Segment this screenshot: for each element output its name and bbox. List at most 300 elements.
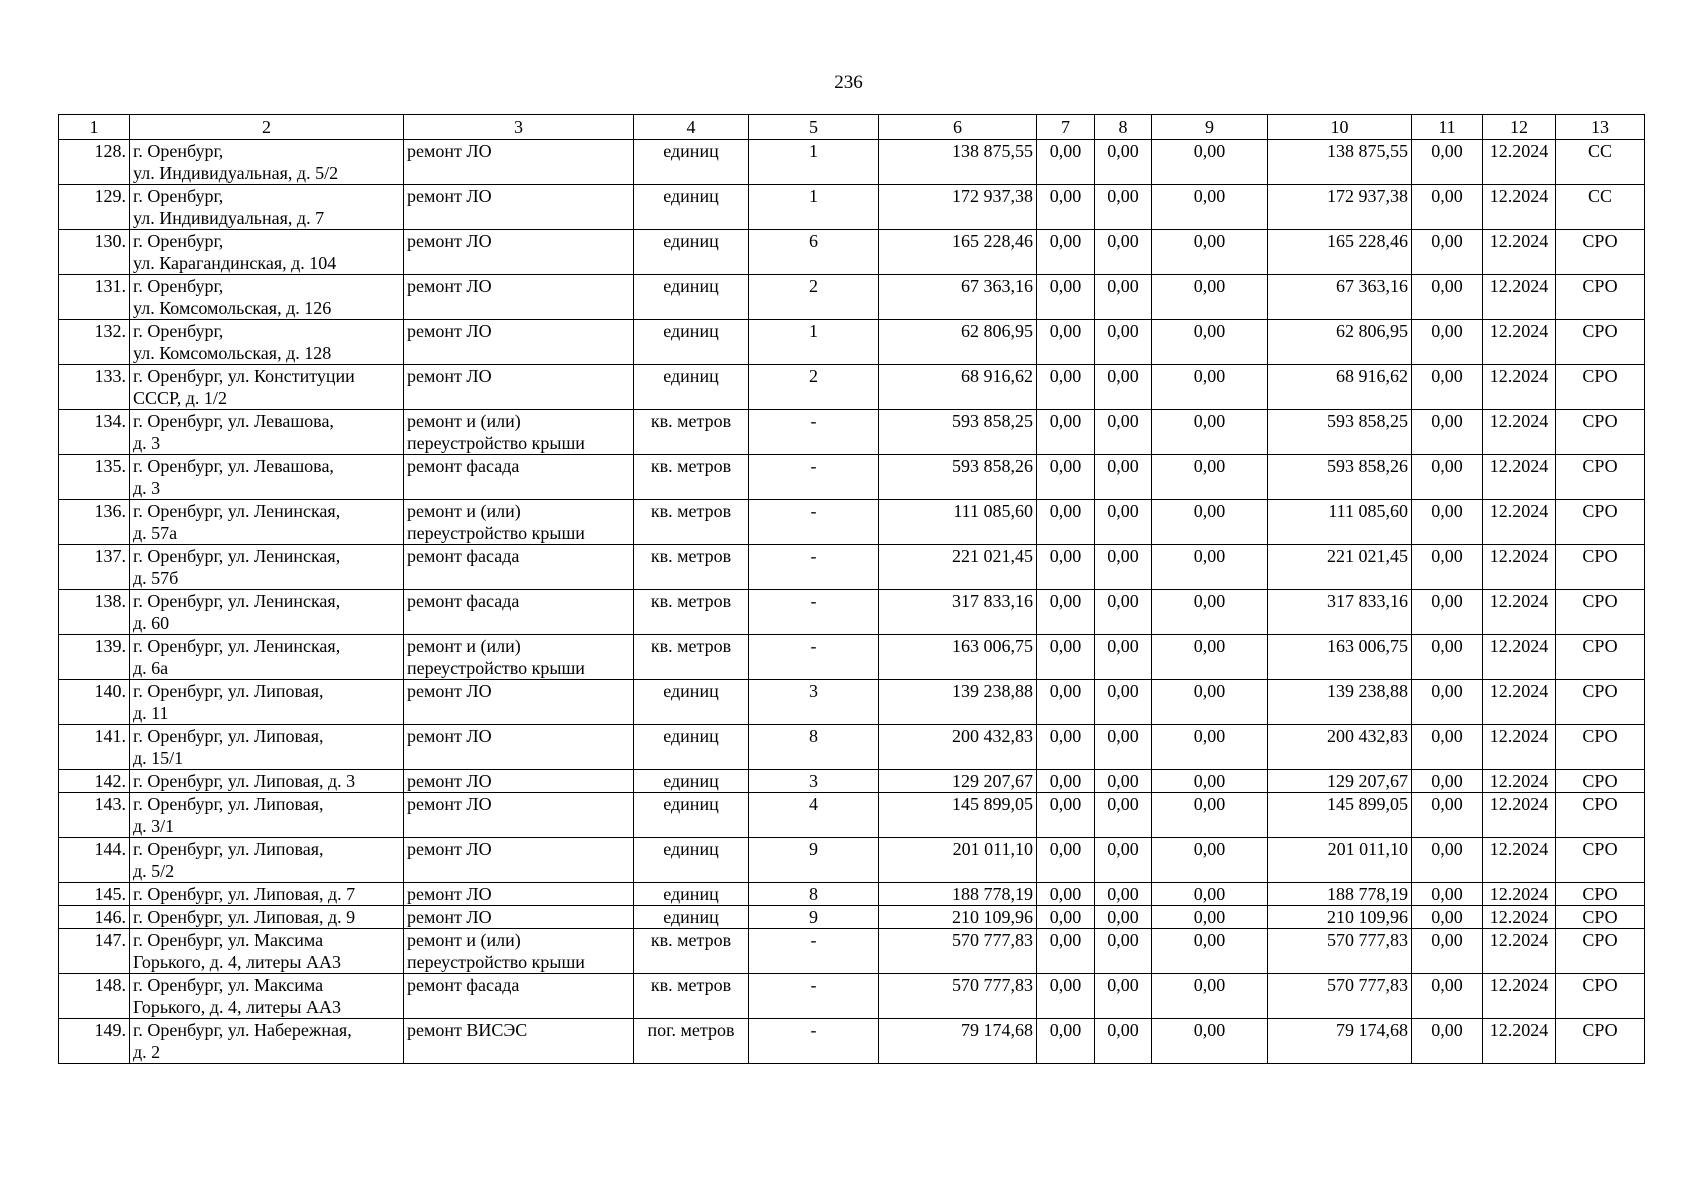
address-cell: [130, 230, 404, 275]
address-cell-line: д. 15/1: [133, 748, 184, 768]
method-code-cell: СРО: [1556, 838, 1645, 883]
method-code-cell: СРО: [1556, 635, 1645, 680]
total-cost-cell: 188 778,19: [879, 883, 1037, 906]
col8-cell: 0,00: [1095, 455, 1152, 500]
col11-cell: 0,00: [1412, 320, 1483, 365]
col8-cell: 0,00: [1095, 590, 1152, 635]
col7-cell: 0,00: [1037, 365, 1095, 410]
table-row: [59, 545, 1645, 590]
address-cell-line: г. Оренбург, ул. Липовая,: [133, 681, 324, 701]
col11-cell: 0,00: [1412, 725, 1483, 770]
row-number: 128.: [59, 140, 130, 185]
unit-cell: единиц: [634, 770, 749, 793]
work-type-cell-line: ремонт и (или): [407, 636, 521, 656]
col7-cell: 0,00: [1037, 680, 1095, 725]
method-code-cell: СРО: [1556, 590, 1645, 635]
method-code-cell: СРО: [1556, 883, 1645, 906]
row-number: 135.: [59, 455, 130, 500]
quantity-cell: 1: [749, 185, 879, 230]
table-row: [59, 500, 1645, 545]
completion-date-cell: 12.2024: [1483, 320, 1556, 365]
completion-date-cell: 12.2024: [1483, 185, 1556, 230]
completion-date-cell: 12.2024: [1483, 455, 1556, 500]
work-type-cell-line: ремонт ЛО: [407, 231, 492, 251]
col9-cell: 0,00: [1152, 500, 1268, 545]
address-cell-line: д. 3: [133, 433, 161, 453]
quantity-cell: -: [749, 974, 879, 1019]
address-cell-line: г. Оренбург, ул. Левашова,: [133, 411, 334, 431]
column-header-7: 7: [1037, 115, 1095, 140]
address-cell: [130, 500, 404, 545]
address-cell-line: д. 3: [133, 478, 161, 498]
row-number: 131.: [59, 275, 130, 320]
column-header-4: 4: [634, 115, 749, 140]
total-cost-cell: 172 937,38: [879, 185, 1037, 230]
work-type-cell: [404, 1019, 634, 1064]
completion-date-cell: 12.2024: [1483, 680, 1556, 725]
col10-cost-cell: 172 937,38: [1268, 185, 1412, 230]
col11-cell: 0,00: [1412, 185, 1483, 230]
col7-cell: 0,00: [1037, 320, 1095, 365]
col8-cell: 0,00: [1095, 230, 1152, 275]
quantity-cell: 6: [749, 230, 879, 275]
col8-cell: 0,00: [1095, 500, 1152, 545]
unit-cell: кв. метров: [634, 500, 749, 545]
col8-cell: 0,00: [1095, 725, 1152, 770]
col8-cell: 0,00: [1095, 140, 1152, 185]
table-row: [59, 1019, 1645, 1064]
completion-date-cell: 12.2024: [1483, 500, 1556, 545]
col9-cell: 0,00: [1152, 545, 1268, 590]
total-cost-cell: 210 109,96: [879, 906, 1037, 929]
col9-cell: 0,00: [1152, 635, 1268, 680]
completion-date-cell: 12.2024: [1483, 635, 1556, 680]
row-number: 139.: [59, 635, 130, 680]
col11-cell: 0,00: [1412, 838, 1483, 883]
col11-cell: 0,00: [1412, 365, 1483, 410]
quantity-cell: 9: [749, 838, 879, 883]
table-row: [59, 838, 1645, 883]
col7-cell: 0,00: [1037, 793, 1095, 838]
work-type-cell: [404, 725, 634, 770]
completion-date-cell: 12.2024: [1483, 770, 1556, 793]
total-cost-cell: 79 174,68: [879, 1019, 1037, 1064]
address-cell-line: ул. Индивидуальная, д. 7: [133, 208, 325, 228]
method-code-cell: СРО: [1556, 545, 1645, 590]
col9-cell: 0,00: [1152, 590, 1268, 635]
quantity-cell: 4: [749, 793, 879, 838]
column-header-11: 11: [1412, 115, 1483, 140]
col10-cost-cell: 79 174,68: [1268, 1019, 1412, 1064]
col9-cell: 0,00: [1152, 365, 1268, 410]
col10-cost-cell: 165 228,46: [1268, 230, 1412, 275]
work-type-cell: [404, 545, 634, 590]
method-code-cell: СРО: [1556, 974, 1645, 1019]
address-cell: [130, 929, 404, 974]
address-cell: [130, 410, 404, 455]
total-cost-cell: 129 207,67: [879, 770, 1037, 793]
col7-cell: 0,00: [1037, 455, 1095, 500]
col11-cell: 0,00: [1412, 590, 1483, 635]
work-type-cell: [404, 929, 634, 974]
quantity-cell: 1: [749, 320, 879, 365]
col9-cell: 0,00: [1152, 725, 1268, 770]
total-cost-cell: 111 085,60: [879, 500, 1037, 545]
work-type-cell: [404, 770, 634, 793]
address-cell-line: г. Оренбург,: [133, 141, 224, 161]
address-cell-line: д. 57б: [133, 568, 179, 588]
address-cell: [130, 838, 404, 883]
address-cell-line: ул. Карагандинская, д. 104: [133, 253, 337, 273]
col11-cell: 0,00: [1412, 1019, 1483, 1064]
work-type-cell-line: ремонт ЛО: [407, 186, 492, 206]
row-number: 138.: [59, 590, 130, 635]
address-cell-line: г. Оренбург, ул. Набережная,: [133, 1020, 352, 1040]
address-cell-line: г. Оренбург, ул. Максима: [133, 975, 324, 995]
completion-date-cell: 12.2024: [1483, 883, 1556, 906]
unit-cell: единиц: [634, 275, 749, 320]
address-cell: [130, 770, 404, 793]
work-type-cell: [404, 838, 634, 883]
work-type-cell-line: ремонт и (или): [407, 930, 521, 950]
method-code-cell: СРО: [1556, 906, 1645, 929]
address-cell: [130, 974, 404, 1019]
row-number: 144.: [59, 838, 130, 883]
col7-cell: 0,00: [1037, 906, 1095, 929]
unit-cell: единиц: [634, 680, 749, 725]
total-cost-cell: 317 833,16: [879, 590, 1037, 635]
col10-cost-cell: 317 833,16: [1268, 590, 1412, 635]
col8-cell: 0,00: [1095, 365, 1152, 410]
total-cost-cell: 221 021,45: [879, 545, 1037, 590]
address-cell: [130, 1019, 404, 1064]
total-cost-cell: 593 858,25: [879, 410, 1037, 455]
col10-cost-cell: 138 875,55: [1268, 140, 1412, 185]
total-cost-cell: 67 363,16: [879, 275, 1037, 320]
total-cost-cell: 165 228,46: [879, 230, 1037, 275]
unit-cell: кв. метров: [634, 635, 749, 680]
col7-cell: 0,00: [1037, 838, 1095, 883]
table-body: [59, 140, 1645, 1064]
col7-cell: 0,00: [1037, 275, 1095, 320]
address-cell-line: г. Оренбург, ул. Липовая,: [133, 839, 324, 859]
address-cell-line: г. Оренбург, ул. Липовая,: [133, 726, 324, 746]
col10-cost-cell: 593 858,26: [1268, 455, 1412, 500]
col11-cell: 0,00: [1412, 974, 1483, 1019]
unit-cell: единиц: [634, 883, 749, 906]
address-cell: [130, 906, 404, 929]
col9-cell: 0,00: [1152, 974, 1268, 1019]
method-code-cell: СС: [1556, 185, 1645, 230]
row-number: 142.: [59, 770, 130, 793]
col7-cell: 0,00: [1037, 770, 1095, 793]
address-cell: [130, 365, 404, 410]
unit-cell: единиц: [634, 365, 749, 410]
row-number: 129.: [59, 185, 130, 230]
address-cell: [130, 883, 404, 906]
table-row: [59, 365, 1645, 410]
address-cell: [130, 455, 404, 500]
col11-cell: 0,00: [1412, 635, 1483, 680]
completion-date-cell: 12.2024: [1483, 929, 1556, 974]
work-type-cell-line: ремонт ЛО: [407, 681, 492, 701]
table-row: [59, 725, 1645, 770]
unit-cell: кв. метров: [634, 455, 749, 500]
total-cost-cell: 570 777,83: [879, 974, 1037, 1019]
unit-cell: единиц: [634, 185, 749, 230]
work-type-cell: [404, 230, 634, 275]
col11-cell: 0,00: [1412, 929, 1483, 974]
quantity-cell: -: [749, 929, 879, 974]
total-cost-cell: 200 432,83: [879, 725, 1037, 770]
quantity-cell: -: [749, 410, 879, 455]
quantity-cell: 2: [749, 365, 879, 410]
col8-cell: 0,00: [1095, 883, 1152, 906]
work-type-cell-line: ремонт ЛО: [407, 794, 492, 814]
work-type-cell: [404, 320, 634, 365]
unit-cell: кв. метров: [634, 545, 749, 590]
col8-cell: 0,00: [1095, 838, 1152, 883]
col8-cell: 0,00: [1095, 410, 1152, 455]
work-type-cell-line: переустройство крыши: [407, 433, 585, 453]
col9-cell: 0,00: [1152, 906, 1268, 929]
col11-cell: 0,00: [1412, 140, 1483, 185]
address-cell: [130, 725, 404, 770]
row-number: 147.: [59, 929, 130, 974]
table-row: [59, 793, 1645, 838]
col9-cell: 0,00: [1152, 275, 1268, 320]
quantity-cell: -: [749, 590, 879, 635]
address-cell-line: г. Оренбург, ул. Ленинская,: [133, 501, 341, 521]
work-type-cell-line: ремонт ЛО: [407, 141, 492, 161]
col11-cell: 0,00: [1412, 455, 1483, 500]
col9-cell: 0,00: [1152, 838, 1268, 883]
completion-date-cell: 12.2024: [1483, 545, 1556, 590]
capital-repair-table: [58, 114, 1645, 1064]
address-cell-line: г. Оренбург, ул. Липовая,: [133, 794, 324, 814]
col10-cost-cell: 593 858,25: [1268, 410, 1412, 455]
total-cost-cell: 138 875,55: [879, 140, 1037, 185]
col7-cell: 0,00: [1037, 545, 1095, 590]
method-code-cell: СРО: [1556, 770, 1645, 793]
work-type-cell-line: ремонт и (или): [407, 501, 521, 521]
col8-cell: 0,00: [1095, 929, 1152, 974]
table-row: [59, 770, 1645, 793]
row-number: 132.: [59, 320, 130, 365]
method-code-cell: СРО: [1556, 725, 1645, 770]
completion-date-cell: 12.2024: [1483, 725, 1556, 770]
method-code-cell: СС: [1556, 140, 1645, 185]
work-type-cell-line: ремонт ЛО: [407, 839, 492, 859]
method-code-cell: СРО: [1556, 1019, 1645, 1064]
address-cell-line: Горького, д. 4, литеры АА3: [133, 997, 342, 1017]
completion-date-cell: 12.2024: [1483, 974, 1556, 1019]
quantity-cell: -: [749, 635, 879, 680]
table-row: [59, 410, 1645, 455]
address-cell-line: г. Оренбург,: [133, 186, 224, 206]
address-cell-line: г. Оренбург, ул. Максима: [133, 930, 324, 950]
work-type-cell-line: ремонт ВИСЭС: [407, 1020, 528, 1040]
table-row: [59, 185, 1645, 230]
address-cell-line: ул. Комсомольская, д. 128: [133, 343, 332, 363]
row-number: 137.: [59, 545, 130, 590]
total-cost-cell: 201 011,10: [879, 838, 1037, 883]
col10-cost-cell: 145 899,05: [1268, 793, 1412, 838]
address-cell: [130, 140, 404, 185]
row-number: 140.: [59, 680, 130, 725]
work-type-cell-line: ремонт фасада: [407, 546, 520, 566]
col7-cell: 0,00: [1037, 1019, 1095, 1064]
address-cell: [130, 590, 404, 635]
col10-cost-cell: 62 806,95: [1268, 320, 1412, 365]
col8-cell: 0,00: [1095, 545, 1152, 590]
col8-cell: 0,00: [1095, 635, 1152, 680]
address-cell-line: г. Оренбург,: [133, 276, 224, 296]
address-cell-line: Горького, д. 4, литеры АА3: [133, 952, 342, 972]
address-cell-line: г. Оренбург, ул. Липовая, д. 3: [133, 771, 356, 791]
row-number: 133.: [59, 365, 130, 410]
col10-cost-cell: 570 777,83: [1268, 974, 1412, 1019]
col7-cell: 0,00: [1037, 883, 1095, 906]
table-row: [59, 883, 1645, 906]
column-header-9: 9: [1152, 115, 1268, 140]
unit-cell: единиц: [634, 725, 749, 770]
address-cell-line: д. 3/1: [133, 816, 175, 836]
completion-date-cell: 12.2024: [1483, 906, 1556, 929]
col10-cost-cell: 210 109,96: [1268, 906, 1412, 929]
column-header-6: 6: [879, 115, 1037, 140]
method-code-cell: СРО: [1556, 793, 1645, 838]
work-type-cell: [404, 410, 634, 455]
address-cell-line: г. Оренбург, ул. Левашова,: [133, 456, 334, 476]
address-cell-line: г. Оренбург, ул. Конституции: [133, 366, 355, 386]
address-cell-line: г. Оренбург,: [133, 231, 224, 251]
col11-cell: 0,00: [1412, 410, 1483, 455]
col7-cell: 0,00: [1037, 635, 1095, 680]
col7-cell: 0,00: [1037, 140, 1095, 185]
col10-cost-cell: 163 006,75: [1268, 635, 1412, 680]
col10-cost-cell: 139 238,88: [1268, 680, 1412, 725]
work-type-cell: [404, 140, 634, 185]
col10-cost-cell: 570 777,83: [1268, 929, 1412, 974]
address-cell-line: ул. Комсомольская, д. 126: [133, 298, 332, 318]
address-cell-line: д. 60: [133, 613, 170, 633]
col8-cell: 0,00: [1095, 906, 1152, 929]
completion-date-cell: 12.2024: [1483, 590, 1556, 635]
method-code-cell: СРО: [1556, 410, 1645, 455]
row-number: 134.: [59, 410, 130, 455]
col9-cell: 0,00: [1152, 410, 1268, 455]
col9-cell: 0,00: [1152, 883, 1268, 906]
address-cell-line: г. Оренбург, ул. Липовая, д. 9: [133, 907, 356, 927]
table-header-row: [59, 115, 1645, 140]
col9-cell: 0,00: [1152, 793, 1268, 838]
col8-cell: 0,00: [1095, 680, 1152, 725]
quantity-cell: 8: [749, 883, 879, 906]
work-type-cell-line: переустройство крыши: [407, 952, 585, 972]
work-type-cell: [404, 680, 634, 725]
row-number: 146.: [59, 906, 130, 929]
column-header-5: 5: [749, 115, 879, 140]
table-row: [59, 275, 1645, 320]
col10-cost-cell: 201 011,10: [1268, 838, 1412, 883]
work-type-cell: [404, 906, 634, 929]
column-header-3: 3: [404, 115, 634, 140]
total-cost-cell: 62 806,95: [879, 320, 1037, 365]
column-header-8: 8: [1095, 115, 1152, 140]
table-row: [59, 320, 1645, 365]
col11-cell: 0,00: [1412, 230, 1483, 275]
col8-cell: 0,00: [1095, 1019, 1152, 1064]
address-cell: [130, 275, 404, 320]
col11-cell: 0,00: [1412, 545, 1483, 590]
method-code-cell: СРО: [1556, 275, 1645, 320]
work-type-cell-line: ремонт ЛО: [407, 321, 492, 341]
unit-cell: кв. метров: [634, 590, 749, 635]
work-type-cell-line: ремонт ЛО: [407, 276, 492, 296]
col11-cell: 0,00: [1412, 883, 1483, 906]
col7-cell: 0,00: [1037, 500, 1095, 545]
unit-cell: единиц: [634, 230, 749, 275]
method-code-cell: СРО: [1556, 320, 1645, 365]
col9-cell: 0,00: [1152, 1019, 1268, 1064]
col9-cell: 0,00: [1152, 320, 1268, 365]
col11-cell: 0,00: [1412, 275, 1483, 320]
col9-cell: 0,00: [1152, 770, 1268, 793]
address-cell-line: д. 2: [133, 1042, 161, 1062]
completion-date-cell: 12.2024: [1483, 410, 1556, 455]
work-type-cell-line: ремонт ЛО: [407, 907, 492, 927]
quantity-cell: -: [749, 1019, 879, 1064]
col11-cell: 0,00: [1412, 793, 1483, 838]
work-type-cell-line: ремонт ЛО: [407, 726, 492, 746]
unit-cell: единиц: [634, 320, 749, 365]
total-cost-cell: 570 777,83: [879, 929, 1037, 974]
col7-cell: 0,00: [1037, 974, 1095, 1019]
col8-cell: 0,00: [1095, 793, 1152, 838]
quantity-cell: 2: [749, 275, 879, 320]
quantity-cell: 9: [749, 906, 879, 929]
total-cost-cell: 139 238,88: [879, 680, 1037, 725]
row-number: 141.: [59, 725, 130, 770]
work-type-cell: [404, 793, 634, 838]
work-type-cell-line: переустройство крыши: [407, 658, 585, 678]
unit-cell: кв. метров: [634, 929, 749, 974]
unit-cell: единиц: [634, 793, 749, 838]
column-header-2: 2: [130, 115, 404, 140]
work-type-cell: [404, 365, 634, 410]
work-type-cell: [404, 455, 634, 500]
address-cell-line: д. 5/2: [133, 861, 175, 881]
address-cell-line: д. 6а: [133, 658, 169, 678]
address-cell: [130, 793, 404, 838]
work-type-cell-line: ремонт фасада: [407, 456, 520, 476]
unit-cell: пог. метров: [634, 1019, 749, 1064]
table-row: [59, 635, 1645, 680]
work-type-cell: [404, 590, 634, 635]
col10-cost-cell: 68 916,62: [1268, 365, 1412, 410]
col10-cost-cell: 221 021,45: [1268, 545, 1412, 590]
method-code-cell: СРО: [1556, 680, 1645, 725]
table-row: [59, 455, 1645, 500]
column-header-10: 10: [1268, 115, 1412, 140]
total-cost-cell: 593 858,26: [879, 455, 1037, 500]
unit-cell: кв. метров: [634, 410, 749, 455]
page-number: 236: [834, 72, 863, 93]
work-type-cell: [404, 974, 634, 1019]
column-header-13: 13: [1556, 115, 1645, 140]
table-row: [59, 680, 1645, 725]
